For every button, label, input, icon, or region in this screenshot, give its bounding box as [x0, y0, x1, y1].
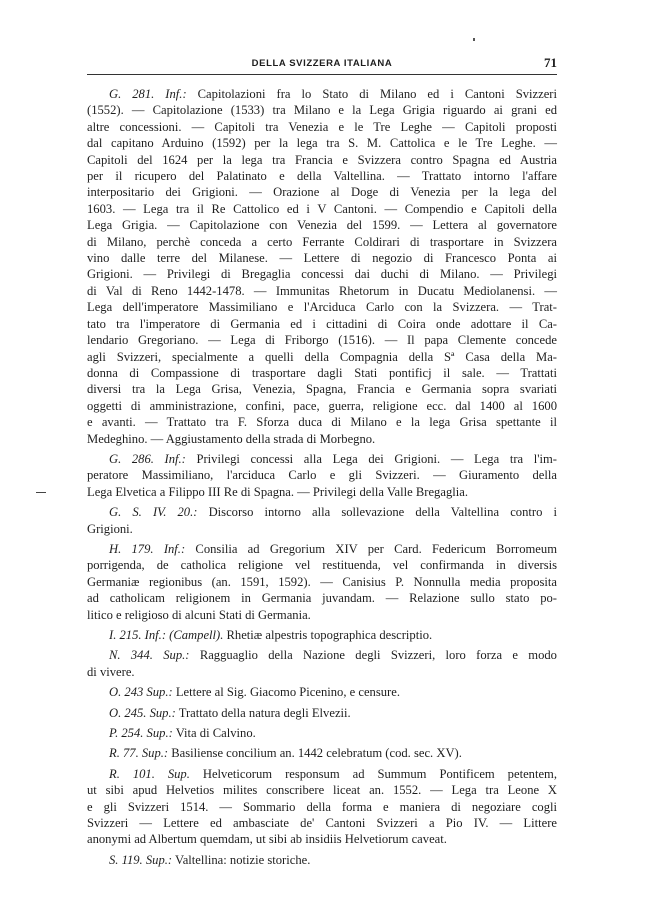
text-line: [87, 332, 557, 348]
margin-mark: [36, 492, 46, 493]
catalog-entry: [87, 745, 557, 761]
entry-text: donna di Compassione di trasportare dagli Stati pontificj il sale. — Trattati: [87, 365, 557, 380]
catalog-entry: [87, 766, 557, 848]
entry-text: Capitoli del 1624 per la lega tra Francia e Svizzera contro Spagna ed Austria: [87, 152, 557, 167]
catalog-entry: [87, 725, 557, 741]
catalog-entry: [87, 451, 557, 500]
entry-text: Trattato della natura degli Elvezii.: [175, 705, 351, 720]
text-line: [87, 852, 557, 868]
text-line: [87, 705, 557, 721]
entry-text: altre concessioni. — Capitoli tra Venezia e le Tre Leghe — Capitoli proposti: [87, 119, 557, 134]
text-line: [87, 414, 557, 430]
text-line: [87, 647, 557, 663]
text-line: [87, 557, 557, 573]
catalog-text: [87, 86, 557, 872]
catalog-entry: [87, 627, 557, 643]
text-line: [87, 574, 557, 590]
text-line: [87, 664, 557, 680]
text-line: [87, 607, 557, 623]
entry-text: vino dalle terre del Milanese. — Lettere di negozio di Francesco Ponta ai: [87, 251, 557, 266]
text-line: [87, 234, 557, 250]
text-line: [87, 316, 557, 332]
entry-text: Capitolazioni fra lo Stato di Milano ed i Cantoni Svizzeri: [186, 87, 557, 101]
entry-text: Grigioni.: [87, 521, 133, 536]
entry-text: tato tra l'imperatore di Germania ed i cittadini di Coira onde adottare il Ca-: [87, 316, 557, 331]
entry-text: Valtellina: notizie storiche.: [172, 852, 311, 867]
entry-text: peratore Massimiliano, l'arciduca Carlo e gli Svizzeri. — Giuramento della: [87, 468, 557, 483]
entry-text: Grigioni. — Privilegi di Bregaglia concessi dai duchi di Milano. — Privilegi: [87, 267, 557, 282]
text-line: [87, 86, 557, 102]
catalog-entry: [87, 86, 557, 447]
text-line: [87, 815, 557, 831]
entry-text: Lega Elvetica a Filippo III Re di Spagna. — Privilegi della Valle Bregaglia.: [87, 484, 468, 499]
entry-text: agli Svizzeri, specialmente a quelli della Compagnia della Sª Casa della Ma-: [87, 349, 557, 364]
text-line: [87, 831, 557, 847]
entry-text: porrigenda, de catholica religione vel restituenda, vel confirmanda in diversis: [87, 558, 557, 573]
entry-text: di Val di Reno 1442-1478. — Immunitas Rhetorum in Ducatu Mediolanensi. —: [87, 283, 557, 298]
entry-text: diversi tra la Lega Grisa, Venezia, Spagna, Francia e Germania sopra svariati: [87, 382, 557, 397]
shelfmark: P. 254. Sup.:: [109, 726, 173, 741]
entry-text: Lega Grigia. — Capitolazione con Venezia del 1599. — Lettera al governatore: [87, 218, 557, 233]
entry-text: Discorso intorno alla sollevazione della Valtellina contro i: [197, 505, 558, 520]
text-line: [87, 451, 557, 467]
shelfmark: S. 119. Sup.:: [109, 852, 173, 867]
shelfmark: H. 179. Inf.:: [109, 541, 186, 556]
shelfmark: G. 286. Inf.:: [109, 451, 186, 466]
text-line: [87, 266, 557, 282]
entry-text: oggetti di amministrazione, confini, pace, guerra, religione ecc. dal 1400 al 1600: [87, 398, 557, 413]
text-line: [87, 250, 557, 266]
entry-text: Lega dell'imperatore Massimiliano e l'Arciduca Carlo con la Svizzera. — Trat-: [87, 300, 557, 315]
text-line: [87, 119, 557, 135]
catalog-entry: [87, 705, 557, 721]
text-line: [87, 467, 557, 483]
text-line: [87, 541, 557, 557]
text-line: [87, 135, 557, 151]
entry-text: Consilia ad Gregorium XIV per Card. Federicum Borromeum: [185, 541, 557, 556]
text-line: [87, 349, 557, 365]
shelfmark: R. 101. Sup.: [109, 766, 190, 781]
text-line: [87, 431, 557, 447]
text-line: [87, 799, 557, 815]
text-line: [87, 102, 557, 118]
catalog-entry: [87, 504, 557, 537]
catalog-entry: [87, 541, 557, 623]
entry-text: anonymi ad Albertum quemdam, ut sibi ab insidiis Helvetiorum caveat.: [87, 832, 447, 847]
entry-text: ut sibi apud Helvetios milites conscribere liceat an. 1552. — Lega tra Leone X: [87, 783, 557, 798]
running-title: DELLA SVIZZERA ITALIANA: [251, 58, 393, 69]
text-line: [87, 627, 557, 643]
entry-text: (1552). — Capitolazione (1533) tra Milano e la Lega Grigia riguardo ai grani ed: [87, 103, 557, 118]
shelfmark: O. 243 Sup.:: [109, 685, 173, 700]
entry-text: per il ricupero del Palatinato e della Valtellina. — Trattato intorno l'affare: [87, 169, 557, 184]
text-line: [87, 152, 557, 168]
shelfmark: O. 245. Sup.:: [109, 705, 176, 720]
shelfmark: N. 344. Sup.:: [109, 648, 190, 663]
text-line: [87, 217, 557, 233]
entry-text: Medeghino. — Aggiustamento della strada di Morbegno.: [87, 431, 376, 446]
shelfmark: R. 77. Sup.:: [109, 746, 169, 761]
text-line: [87, 381, 557, 397]
text-line: [87, 484, 557, 500]
entry-text: litico e religioso di alcuni Stati di Germania.: [87, 607, 311, 622]
entry-text: Basiliense concilium an. 1442 celebratum (cod. sec. XV).: [168, 746, 462, 761]
entry-text: 1603. — Lega tra il Re Cattolico ed i V Cantoni. — Compendio e Capitoli della: [87, 201, 557, 216]
entry-text: dal capitano Arduino (1592) per la lega tra S. M. Cattolica e le Tre Leghe. —: [87, 136, 557, 151]
entry-text: Svizzeri — Lettere ed ambasciate de' Cantoni Svizzeri a Pio IV. — Littere: [87, 816, 557, 831]
text-line: [87, 299, 557, 315]
text-line: [87, 398, 557, 414]
text-line: [87, 590, 557, 606]
entry-text: e gli Svizzeri 1514. — Sommario della forma e maniera di negoziare cogli: [87, 799, 557, 814]
text-line: [87, 184, 557, 200]
text-line: [87, 684, 557, 700]
catalog-entry: [87, 684, 557, 700]
text-line: [87, 521, 557, 537]
text-line: [87, 283, 557, 299]
entry-text: Privilegi concessi alla Lega dei Grigioni. — Lega tra l'im-: [185, 451, 557, 466]
shelfmark: G. S. IV. 20.:: [109, 505, 198, 520]
entry-text: Helveticorum responsum ad Summum Pontificem petentem,: [189, 766, 557, 781]
entry-text: ad catholicam religionem in Germania juvandam. — Relazione sullo stato po-: [87, 591, 557, 606]
text-line: [87, 782, 557, 798]
catalog-entry: [87, 852, 557, 868]
entry-text: lendario Gregoriano. — Lega di Friborgo (1516). — Il papa Clemente concede: [87, 333, 557, 348]
entry-text: di Milano, perchè conceda a certo Ferrante Coldirari di trasportare in Svizzera: [87, 234, 557, 249]
entry-text: Germaniæ regionibus (an. 1591, 1592). — Canisius P. Nonnulla media proposita: [87, 574, 557, 589]
text-line: [87, 504, 557, 520]
text-line: [87, 745, 557, 761]
entry-text: e avanti. — Trattato tra F. Sforza duca di Milano e la lega Grisa spettante il: [87, 415, 557, 430]
text-line: [87, 766, 557, 782]
entry-text: Vita di Calvino.: [172, 726, 256, 741]
print-speck: [473, 38, 475, 41]
entry-text: interpositario dei Grigioni. — Orazione al Doge di Venezia per la lega del: [87, 185, 557, 200]
running-header: [87, 56, 557, 75]
entry-text: Ragguaglio della Nazione degli Svizzeri, loro forza e modo: [189, 648, 557, 663]
shelfmark: I. 215. Inf.: (Campell).: [109, 628, 224, 642]
text-line: [87, 725, 557, 741]
text-line: [87, 201, 557, 217]
entry-text: di vivere.: [87, 664, 135, 679]
entry-text: Rhetiæ alpestris topographica descriptio.: [223, 628, 433, 642]
catalog-entry: [87, 647, 557, 680]
page-number: 71: [544, 55, 557, 70]
text-line: [87, 365, 557, 381]
text-line: [87, 168, 557, 184]
shelfmark: G. 281. Inf.:: [109, 87, 187, 101]
entry-text: Lettere al Sig. Giacomo Picenino, e censure.: [172, 685, 400, 700]
